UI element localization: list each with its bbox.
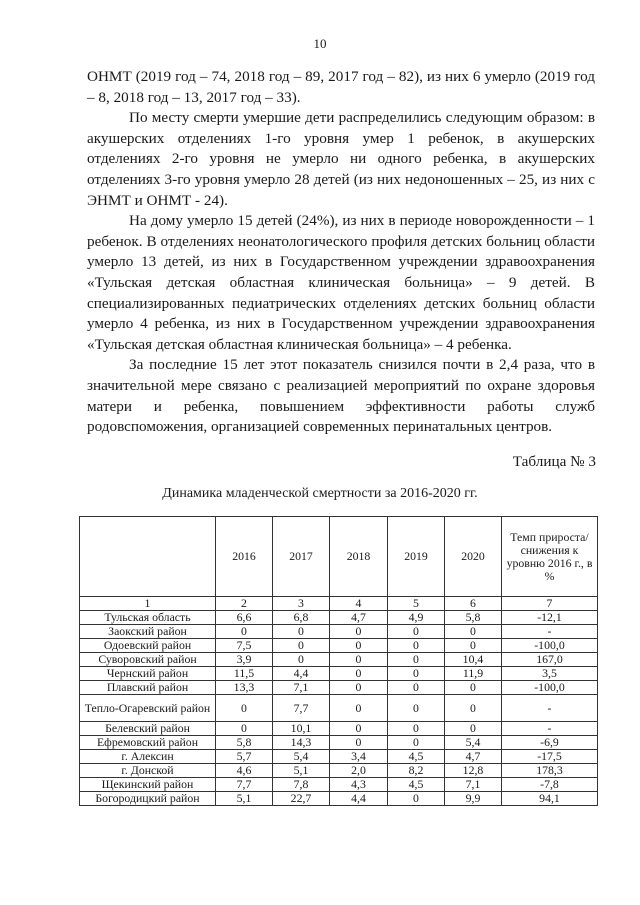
table-cell: 0 (330, 736, 388, 750)
table-cell: 0 (445, 625, 502, 639)
table-row (80, 667, 598, 681)
table-cell: 4,6 (216, 764, 273, 778)
table-cell: 5,8 (445, 611, 502, 625)
table-cell: 10,1 (273, 722, 330, 736)
table-cell: 6,8 (273, 611, 330, 625)
table-cell: 0 (388, 681, 445, 695)
table-cell: 0 (388, 695, 445, 722)
region-name: Одоевский район (80, 639, 216, 653)
table-cell: 0 (330, 667, 388, 681)
region-name: Суворовский район (80, 653, 216, 667)
paragraph: За последние 15 лет этот показатель снизился почти в 2,4 раза, что в значительной мере связано с реализацией мероприятий по охране здоровья матери и ребенка, повышением эффективности работы служб родовспоможения, организацией современных перинатальных центров. (87, 356, 595, 436)
table-cell: 7,7 (216, 778, 273, 792)
table-cell: 0 (445, 639, 502, 653)
region-name: г. Донской (80, 764, 216, 778)
table-cell: 3,9 (216, 653, 273, 667)
table-cell: 0 (388, 736, 445, 750)
table-cell: 4,9 (388, 611, 445, 625)
table-cell: 4,4 (273, 667, 330, 681)
table-cell: 5,1 (273, 764, 330, 778)
table-cell: -17,5 (502, 750, 598, 764)
table-cell: 0 (388, 667, 445, 681)
table-row (80, 681, 598, 695)
paragraph: На дому умерло 15 детей (24%), из них в периоде новорожденности – 1 ребенок. В отделениях неонатологического профиля детских больниц области умерло 13 детей, из них в Государственном учреждении здравоохранения «Тульская детская областная клиническая больница» – 9 детей. В специализированных педиатрических отделениях детских больниц области умерло 4 ребенка, из них в Государственном учреждении здравоохранения «Тульская детская областная клиническая больница» – 4 ребенка. (87, 212, 595, 353)
table-label: Таблица № 3 (512, 453, 596, 470)
table-cell: 0 (388, 722, 445, 736)
table-cell: 5,4 (445, 736, 502, 750)
table-cell: 12,8 (445, 764, 502, 778)
table-cell: 0 (273, 639, 330, 653)
table-cell: 0 (388, 653, 445, 667)
paragraph: По месту смерти умершие дети распределились следующим образом: в акушерских отделениях 1-го уровня умер 1 ребенок, в акушерских отделениях 2-го уровня не умерло ни одного ребенка, в акушерских отделениях 3-го уровня умерло 28 детей (из них недоношенных – 25, из них с ЭНМТ и ОНМТ - 24). (87, 109, 595, 209)
table-cell: 0 (330, 653, 388, 667)
table-cell: 0 (445, 695, 502, 722)
table-cell: 0 (330, 695, 388, 722)
table-cell: 0 (388, 792, 445, 806)
table-header-row (80, 517, 598, 597)
header-cell: 2019 (388, 517, 445, 597)
region-name: Плавский район (80, 681, 216, 695)
table-cell: 4,5 (388, 750, 445, 764)
table-cell: 0 (445, 681, 502, 695)
region-name: г. Алексин (80, 750, 216, 764)
table-cell: 14,3 (273, 736, 330, 750)
table-cell: 22,7 (273, 792, 330, 806)
header-cell: 2016 (216, 517, 273, 597)
table-cell: 10,4 (445, 653, 502, 667)
table-row (80, 639, 598, 653)
region-name: Чернский район (80, 667, 216, 681)
column-number: 7 (502, 597, 598, 611)
table-cell: 4,4 (330, 792, 388, 806)
region-name: Тепло-Огаревский район (80, 695, 216, 722)
table-cell: 7,1 (445, 778, 502, 792)
table-cell: 0 (273, 653, 330, 667)
table-row (80, 653, 598, 667)
column-number: 1 (80, 597, 216, 611)
table-cell: 0 (330, 625, 388, 639)
body-text (87, 67, 595, 438)
table-cell: 0 (330, 722, 388, 736)
table-cell: -100,0 (502, 639, 598, 653)
table-cell: 0 (216, 722, 273, 736)
table-row (80, 722, 598, 736)
table-cell: 11,9 (445, 667, 502, 681)
table-cell: 0 (273, 625, 330, 639)
table-title: Динамика младенческой смертности за 2016-2020 гг. (162, 486, 478, 501)
table-cell: 0 (216, 625, 273, 639)
header-cell: 2017 (273, 517, 330, 597)
region-name: Тульская область (80, 611, 216, 625)
table-cell: 3,4 (330, 750, 388, 764)
table-row (80, 792, 598, 806)
table-cell: - (502, 695, 598, 722)
table-cell: 13,3 (216, 681, 273, 695)
table-cell: -6,9 (502, 736, 598, 750)
table-cell: 4,7 (330, 611, 388, 625)
table-cell: 5,4 (273, 750, 330, 764)
table-row (80, 736, 598, 750)
region-name: Ефремовский район (80, 736, 216, 750)
header-cell: Темп прироста/ снижения к уровню 2016 г., в % (502, 517, 598, 597)
table-cell: 4,7 (445, 750, 502, 764)
table-cell: 7,1 (273, 681, 330, 695)
table-cell: 6,6 (216, 611, 273, 625)
table-cell: 4,5 (388, 778, 445, 792)
table-cell: 7,7 (273, 695, 330, 722)
paragraph: ОНМТ (2019 год – 74, 2018 год – 89, 2017 год – 82), из них 6 умерло (2019 год – 8, 2018 год – 13, 2017 год – 33). (87, 68, 595, 106)
table-cell: -12,1 (502, 611, 598, 625)
region-name: Заокский район (80, 625, 216, 639)
column-number: 3 (273, 597, 330, 611)
column-number-row (80, 597, 598, 611)
table-cell: 167,0 (502, 653, 598, 667)
table-cell: -7,8 (502, 778, 598, 792)
table-cell: 2,0 (330, 764, 388, 778)
table-cell: - (502, 625, 598, 639)
table-cell: 178,3 (502, 764, 598, 778)
table-cell: 7,5 (216, 639, 273, 653)
table-cell: 5,1 (216, 792, 273, 806)
column-number: 4 (330, 597, 388, 611)
table-cell: 11,5 (216, 667, 273, 681)
header-cell: 2018 (330, 517, 388, 597)
table-cell: 94,1 (502, 792, 598, 806)
table-row (80, 750, 598, 764)
page-number: 10 (313, 36, 327, 51)
header-cell: 2020 (445, 517, 502, 597)
table-cell: 9,9 (445, 792, 502, 806)
table-cell: 0 (330, 639, 388, 653)
column-number: 2 (216, 597, 273, 611)
table-row (80, 778, 598, 792)
table-row (80, 764, 598, 778)
table-cell: 4,3 (330, 778, 388, 792)
table-cell: 5,7 (216, 750, 273, 764)
region-name: Щекинский район (80, 778, 216, 792)
table-cell: 7,8 (273, 778, 330, 792)
table-cell: 0 (330, 681, 388, 695)
table-cell: 0 (445, 722, 502, 736)
column-number: 6 (445, 597, 502, 611)
table-cell: 8,2 (388, 764, 445, 778)
table-cell: -100,0 (502, 681, 598, 695)
table-cell: 3,5 (502, 667, 598, 681)
table-cell: - (502, 722, 598, 736)
mortality-table (79, 516, 598, 806)
table-cell: 0 (216, 695, 273, 722)
region-name: Белевский район (80, 722, 216, 736)
table-cell: 5,8 (216, 736, 273, 750)
table-row (80, 695, 598, 722)
table-cell: 0 (388, 639, 445, 653)
region-name: Богородицкий район (80, 792, 216, 806)
table-cell: 0 (388, 625, 445, 639)
column-number: 5 (388, 597, 445, 611)
table-row (80, 611, 598, 625)
table-row (80, 625, 598, 639)
header-cell (80, 517, 216, 597)
